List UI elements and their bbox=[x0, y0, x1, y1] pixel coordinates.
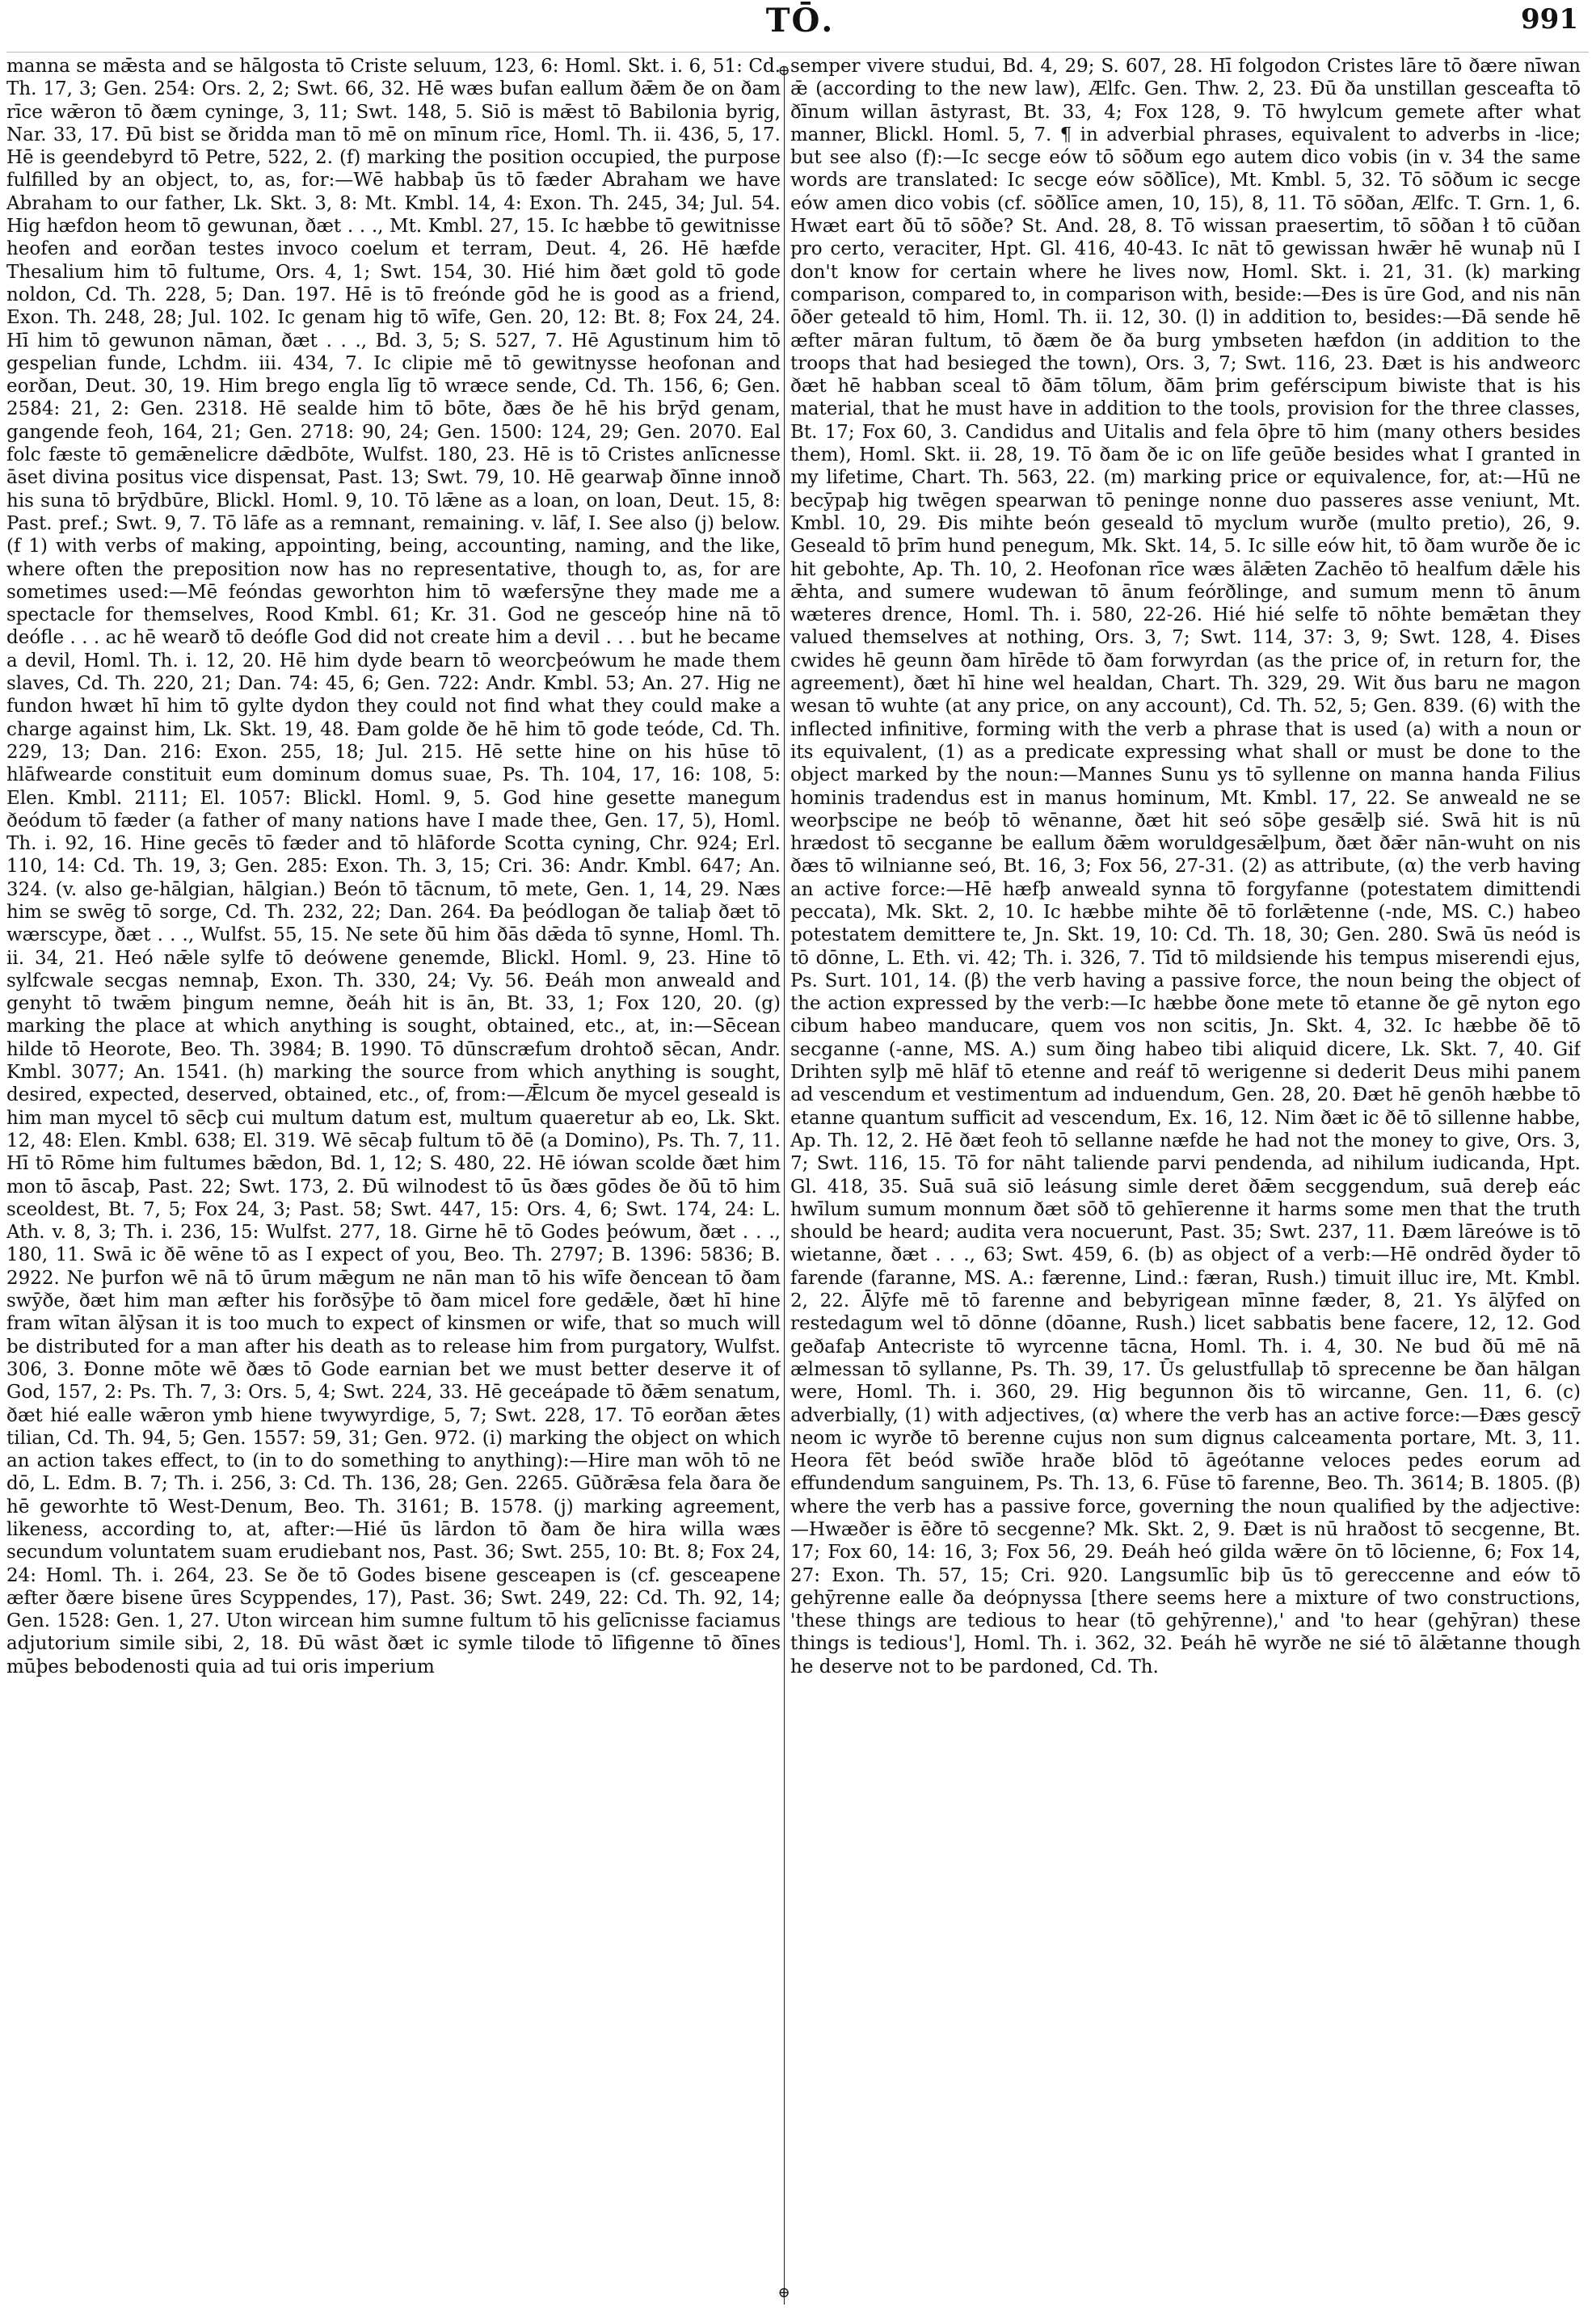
register-mark-top-icon: ⊕ bbox=[777, 62, 790, 79]
left-column bbox=[6, 55, 781, 2301]
headword: TŌ. bbox=[765, 2, 835, 40]
header-rule bbox=[6, 52, 1589, 53]
right-column-text: semper vivere studui, Bd. 4, 29; S. 607, 28. Hī folgodon Cristes lāre tō ðære nīwan ǣ (according to the new law), Ælfc. Gen. Thw. 2, 23. Ðū ða unstillan gesceafta tō ðīnum willan āstyrast, Bt. 33, 4; Fox 128, 9. Tō hwylcum gemete after what manner, Blickl. Homl. 5, 7. ¶ in adverbial phrases, equivalent to adverbs in -lice; but see also (f):—Ic secge eów tō sōðum ego autem dico vobis (in v. 34 the same words are translated: Ic secge eów sōðlīce), Mt. Kmbl. 5, 32. Tō sōðum ic secge eów amen dico vobis (cf. sōðlīce amen, 10, 15), 8, 11. Tō sōðan, Ælfc. T. Grn. 1, 6. Hwæt eart ðū tō sōðe? St. And. 28, 8. Tō wissan praesertim, tō sōðan ł tō cūðan pro certo, veraciter, Hpt. Gl. 416, 40-43. Ic nāt tō gewissan hwǣr hē wunaþ nū I don't know for certain where he lives now, Homl. Skt. i. 21, 31. (k) marking comparison, compared to, in comparison with, beside:—Ðes is ūre God, and nis nān ōðer geteald tō him, Homl. Th. ii. 12, 30. (l) in addition to, besides:—Ðā sende hē æfter māran fultum, tō ðæm ðe ða burg ymbseten hæfdon (in addition to the troops that had besieged the town), Ors. 3, 7; Swt. 116, 23. Ðæt is his andweorc ðæt hē habban sceal tō ðām tōlum, ðām þrim geférscipum biwiste that is his material, that he must have in addition to the tools, provision for the three classes, Bt. 17; Fox 60, 3. Candidus and Uitalis and fela ōþre tō him (many others besides them), Homl. Skt. ii. 28, 19. Tō ðam ðe ic on līfe geūðe besides what I granted in my lifetime, Chart. Th. 563, 22. (m) marking price or equivalence, for, at:—Hū ne becȳpaþ hig twēgen spearwan tō peninge nonne duo passeres asse veniunt, Mt. Kmbl. 10, 29. Ðis mihte beón geseald tō myclum wurðe (multo pretio), 26, 9. Geseald tō þrīm hund penegum, Mk. Skt. 14, 5. Ic sille eów hit, tō ðam wurðe ðe ic hit gebohte, Ap. Th. 10, 2. Heofonan rīce wæs ālǣten Zachēo tō healfum dǣle his ǣhta, and sumere wudewan tō ānum feórðlinge, and sumum menn tō ānum wæteres drence, Homl. Th. i. 580, 22-26. Hié hié selfe tō nōhte bemǣtan they valued themselves at nothing, Ors. 3, 7; Swt. 114, 37: 3, 9; Swt. 128, 4. Ðises cwides hē geunn ðam hīrēde tō ðam forwyrdan (as the price of, in return for, the agreement), ðæt hī hine wel healdan, Chart. Th. 329, 29. Wit ðus baru ne magon wesan tō wuhte (at any price, on any account), Cd. Th. 52, 5; Gen. 839. (6) with the inflected infinitive, forming with the verb a phrase that is used (a) with a noun or its equivalent, (1) as a predicate expressing what shall or must be done to the object marked by the noun:—Mannes Sunu ys tō syllenne on manna handa Filius hominis tradendus est in manus hominum, Mt. Kmbl. 17, 22. Se anweald ne se weorþscipe ne beóþ tō wēnanne, ðæt hit seó sōþe gesǣlþ sié. Swā hit is nū hrædost tō secganne be eallum ðǣm woruldgesǣlþum, ðæt ðǣr nān-wuht on nis ðæs tō wilnianne seó, Bt. 16, 3; Fox 56, 27-31. (2) as attribute, (α) the verb having an active force:—Hē hæfþ anweald synna tō forgyfanne (potestatem dimittendi peccata), Mk. Skt. 2, 10. Ic hæbbe mihte ðē tō forlǣtenne (-nde, MS. C.) habeo potestatem demittere te, Jn. Skt. 19, 10: Cd. Th. 18, 30; Gen. 280. Swā ūs neód is tō dōnne, L. Eth. vi. 42; Th. i. 326, 7. Tīd tō mildsiende his tempus miserendi ejus, Ps. Surt. 101, 14. (β) the verb having a passive force, the noun being the object of the action expressed by the verb:—Ic hæbbe ðone mete tō etanne ðe gē nyton ego cibum habeo manducare, quem vos non scitis, Jn. Skt. 4, 32. Ic hæbbe ðē tō secganne (-anne, MS. A.) sum ðing habeo tibi aliquid dicere, Lk. Skt. 7, 40. Gif Drihten sylþ mē hlāf tō etenne and reáf tō werigenne si dederit Deus mihi panem ad vescendum et vestimentum ad induendum, Gen. 28, 20. Ðæt hē genōh hæbbe tō etanne quantum sufficit ad vescendum, Ex. 16, 12. Nim ðæt ic ðē tō sillenne habbe, Ap. Th. 12, 2. Hē ðæt feoh tō sellanne næfde he had not the money to give, Ors. 3, 7; Swt. 116, 15. Tō for nāht taliende parvi pendenda, ad nihilum iudicanda, Hpt. Gl. 418, 35. Suā suā siō leásung simle deret ðǣm secggendum, suā dereþ eác hwīlum sumum monnum ðæt sōð tō gehīerenne it harms some men that the truth should be heard; audita vera nocuerunt, Past. 35; Swt. 237, 11. Ðæm lāreówe is tō wietanne, ðæt . . ., 63; Swt. 459, 6. (b) as object of a verb:—Hē ondrēd ðyder tō farende (faranne, MS. A.: færenne, Lind.: færan, Rush.) timuit illuc ire, Mt. Kmbl. 2, 22. Ālȳfe mē tō farenne and bebyrigean mīnne fæder, 8, 21. Ys ālȳfed on restedagum wel tō dōnne (dōanne, Rush.) licet sabbatis bene facere, 12, 12. God geðafaþ Antecriste tō wyrcenne tācna, Homl. Th. i. 4, 30. Ne bud ðū mē nā ælmessan tō syllanne, Ps. Th. 39, 17. Ūs gelustfullaþ tō sprecenne be ðan hālgan were, Homl. Th. i. 360, 29. Hig begunnon ðis tō wircanne, Gen. 11, 6. (c) adverbially, (1) with adjectives, (α) where the verb has an active force:—Ðæs gescȳ neom ic wyrðe tō berenne cujus non sum dignus calceamenta portare, Mt. 3, 11. Heora fēt beód swīðe hraðe blōd tō āgeótanne veloces pedes eorum ad effundendum sanguinem, Ps. Th. 13, 6. Fūse tō farenne, Beo. Th. 3614; B. 1805. (β) where the verb has a passive force, governing the noun qualified by the adjective:—Hwæðer is ēðre tō secgenne? Mk. Skt. 2, 9. Ðæt is nū hraðost tō secgenne, Bt. 17; Fox 60, 14: 16, 3; Fox 56, 29. Ðeáh heó gilda wǣre ōn tō lōcienne, 6; Fox 14, 27: Exon. Th. 57, 15; Cri. 920. Langsumlīc biþ ūs tō gereccenne and eów tō gehȳrenne ealle ða deópnyssa [there seems here a mixture of two constructions, 'these things are tedious to hear (tō gehȳrenne),' and 'to hear (gehȳran) these things is tedious'], Homl. Th. i. 362, 32. Þeáh hē wyrðe ne sié tō ālǣtanne though he deserve not to be pardoned, Cd. Th. bbox=[790, 56, 1581, 1677]
running-head bbox=[0, 0, 1596, 40]
register-mark-bottom-icon: ⊕ bbox=[777, 2284, 790, 2301]
page-number: 991 bbox=[1521, 3, 1578, 36]
column-divider bbox=[784, 74, 785, 2305]
left-column-text: manna se mǣsta and se hālgosta tō Criste seluum, 123, 6: Homl. Skt. i. 6, 51: Cd. Th. 17, 3; Gen. 254: Ors. 2, 2; Swt. 66, 32. Hē wæs bufan eallum ðǣm ðe on ðam rīce wǣron tō ðæm cyninge, 3, 11; Swt. 148, 5. Siō is mǣst tō Babilonia byrig, Nar. 33, 17. Ðū bist se ðridda man tō mē on mīnum rīce, Homl. Th. ii. 436, 5, 17. Hē is geendebyrd tō Petre, 522, 2. (f) marking the position occupied, the purpose fulfilled by an object, to, as, for:—Wē habbaþ ūs tō fæder Abraham we have Abraham to our father, Lk. Skt. 3, 8: Mt. Kmbl. 14, 4: Exon. Th. 245, 34; Jul. 54. Hig hæfdon heom tō gewunan, ðæt . . ., Mt. Kmbl. 27, 15. Ic hæbbe tō gewitnisse heofen and eorðan testes invoco coelum et terram, Deut. 4, 26. Hē hæfde Thesalium him tō fultume, Ors. 4, 1; Swt. 154, 30. Hié him ðæt gold tō gode noldon, Cd. Th. 228, 5; Dan. 197. Hē is tō freónde gōd he is good as a friend, Exon. Th. 248, 28; Jul. 102. Ic genam hig tō wīfe, Gen. 20, 12: Bt. 8; Fox 24, 24. Hī him tō gewunon nāman, ðæt . . ., Bd. 3, 5; S. 527, 7. Hē Agustinum him tō gespelian funde, Lchdm. iii. 434, 7. Ic clipie mē tō gewitnysse heofonan and eorðan, Deut. 30, 19. Him brego engla līg tō wræce sende, Cd. Th. 156, 6; Gen. 2584: 21, 2: Gen. 2318. Hē sealde him tō bōte, ðæs ðe hē his brȳd genam, gangende feoh, 164, 21; Gen. 2718: 90, 24; Gen. 1500: 124, 29; Gen. 2070. Eal folc fæste tō gemǣnelicre dǣdbōte, Wulfst. 180, 23. Hē is tō Cristes anlīcnesse āset divina positus vice dispensat, Past. 13; Swt. 79, 10. Hē gearwaþ ðīnne innoð his suna tō brȳdbūre, Blickl. Homl. 9, 10. Tō lǣne as a loan, on loan, Deut. 15, 8: Past. pref.; Swt. 9, 7. Tō lāfe as a remnant, remaining. v. lāf, I. See also (j) below. (f 1) with verbs of making, appointing, being, accounting, naming, and the like, where often the preposition now has no representative, though to, as, for are sometimes used:—Mē feóndas geworhton him tō wæfersȳne they made me a spectacle for themselves, Rood Kmbl. 61; Kr. 31. God ne gesceóp hine nā tō deófle . . . ac hē wearð tō deófle God did not create him a devil . . . but he became a devil, Homl. Th. i. 12, 20. Hē him dyde bearn tō weorcþeówum he made them slaves, Cd. Th. 220, 21; Dan. 74: 45, 6; Gen. 722: Andr. Kmbl. 53; An. 27. Hig ne fundon hwæt hī him tō gylte dydon they could not find what they could make a charge against him, Lk. Skt. 19, 48. Ðam golde ðe hē him tō gode teóde, Cd. Th. 229, 13; Dan. 216: Exon. 255, 18; Jul. 215. Hē sette hine on his hūse tō hlāfwearde constituit eum dominum domus suae, Ps. Th. 104, 17, 16: 108, 5: Elen. Kmbl. 2111; El. 1057: Blickl. Homl. 9, 5. God hine gesette manegum ðeódum tō fæder (a father of many nations have I made thee, Gen. 17, 5), Homl. Th. i. 92, 16. Hine gecēs tō fæder and tō hlāforde Scotta cyning, Chr. 924; Erl. 110, 14: Cd. Th. 19, 3; Gen. 285: Exon. Th. 3, 15; Cri. 36: Andr. Kmbl. 647; An. 324. (v. also ge-hālgian, hālgian.) Beón tō tācnum, tō mete, Gen. 1, 14, 29. Næs him se swēg tō sorge, Cd. Th. 232, 22; Dan. 264. Ða þeódlogan ðe taliaþ ðæt tō wærscype, ðæt . . ., Wulfst. 55, 15. Ne sete ðū him ðās dǣda tō synne, Homl. Th. ii. 34, 21. Heó nǣle sylfe tō deówene genemde, Blickl. Homl. 9, 23. Hine tō sylfcwale secgas nemnaþ, Exon. Th. 330, 24; Vy. 56. Ðeáh mon anweald and genyht tō twǣm þingum nemne, ðeáh hit is ān, Bt. 33, 1; Fox 120, 20. (g) marking the place at which anything is sought, obtained, etc., at, in:—Sēcean hilde tō Heorote, Beo. Th. 3984; B. 1990. Tō dūnscræfum drohtoð sēcan, Andr. Kmbl. 3077; An. 1541. (h) marking the source from which anything is sought, desired, expected, deserved, obtained, etc., of, from:—Ǣlcum ðe mycel geseald is him man mycel tō sēcþ cui multum datum est, multum quaeretur ab eo, Lk. Skt. 12, 48: Elen. Kmbl. 638; El. 319. Wē sēcaþ fultum tō ðē (a Domino), Ps. Th. 7, 11. Hī tō Rōme him fultumes bǣdon, Bd. 1, 12; S. 480, 22. Hē iówan scolde ðæt him mon tō āscaþ, Past. 22; Swt. 173, 2. Ðū wilnodest tō ūs ðæs gōdes ðe ðū tō him sceoldest, Bt. 7, 5; Fox 24, 3; Past. 58; Swt. 447, 15: Ors. 4, 6; Swt. 174, 24: L. Ath. v. 8, 3; Th. i. 236, 15: Wulfst. 277, 18. Girne hē tō Godes þeówum, ðæt . . ., 180, 11. Swā ic ðē wēne tō as I expect of you, Beo. Th. 2797; B. 1396: 5836; B. 2922. Ne þurfon wē nā tō ūrum mǣgum ne nān man tō his wīfe ðencean tō ðam swȳðe, ðæt him man æfter his forðsȳþe tō ðam micel fore gedǣle, ðæt hī hine fram wītan ālȳsan it is too much to expect of kinsmen or wife, that so much will be distributed for a man after his death as to release him from purgatory, Wulfst. 306, 3. Ðonne mōte wē ðæs tō Gode earnian bet we must better deserve it of God, 157, 2: Ps. Th. 7, 3: Ors. 5, 4; Swt. 224, 33. Hē geceápade tō ðǣm senatum, ðæt hié ealle wǣron ymb hiene twywyrdige, 5, 7; Swt. 228, 17. Tō eorðan ǣtes tilian, Cd. Th. 94, 5; Gen. 1557: 59, 31; Gen. 972. (i) marking the object on which an action takes effect, to (in to do something to anything):—Hire man wōh tō ne dō, L. Edm. B. 7; Th. i. 256, 3: Cd. Th. 136, 28; Gen. 2265. Gūðrǣsa fela ðara ðe hē geworhte tō West-Denum, Beo. Th. 3161; B. 1578. (j) marking agreement, likeness, according to, at, after:—Hié ūs lārdon tō ðam ðe hira willa wæs secundum voluntatem suam erudiebant nos, Past. 36; Swt. 255, 10: Bt. 8; Fox 24, 24: Homl. Th. i. 264, 23. Se ðe tō Godes bisene gesceapen is (cf. gesceapene æfter ðære bisene ūres Scyppendes, 17), Past. 36; Swt. 249, 22: Cd. Th. 92, 14; Gen. 1528: Gen. 1, 27. Uton wircean him sumne fultum tō his gelīcnisse faciamus adjutorium simile sibi, 2, 18. Ðū wāst ðæt ic symle tilode tō līfigenne tō ðīnes mūþes bebodenosti quia ad tui oris imperium bbox=[6, 56, 781, 1677]
right-column bbox=[790, 55, 1581, 2301]
